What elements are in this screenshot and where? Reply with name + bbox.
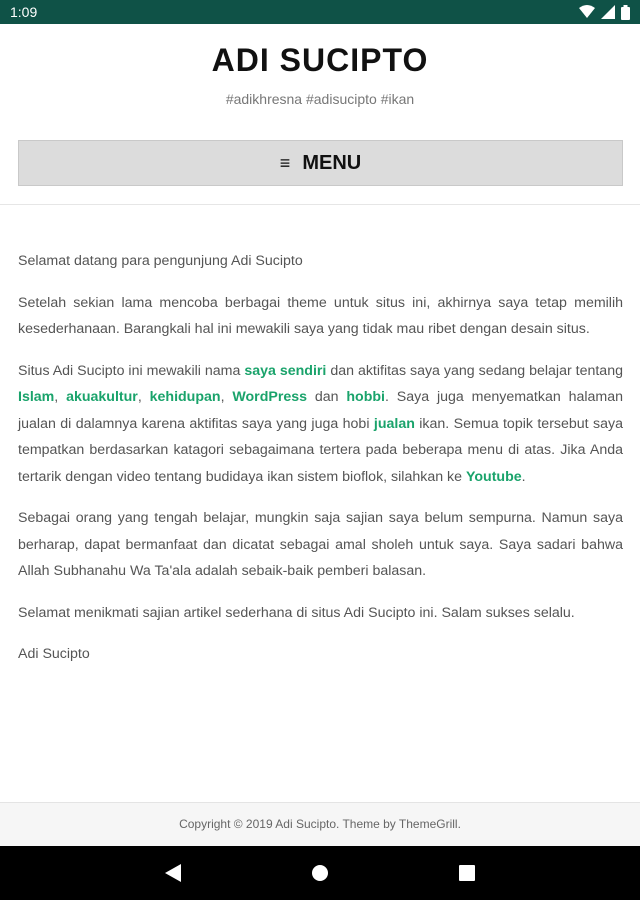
status-bar [0,0,640,24]
greeting-text: Selamat datang para pengunjung Adi Sucipto [18,253,303,269]
p2-text-6: . [521,468,526,485]
wifi-icon [579,5,595,19]
site-title[interactable]: ADI SUCIPTO [211,42,429,78]
battery-icon [621,5,630,20]
home-button[interactable] [300,853,340,893]
home-icon [311,864,329,882]
site-header [0,24,640,107]
signal-icon [601,5,615,19]
p2-text-5: ikan. Semua topik tersebut saya tempatkan berdasarkan katagori sebagaimana tertera pada beberapa menu di atas. Jika Anda tertarik dengan video tentang budidaya ikan sistem bioflok, silahkan ke [18,415,623,485]
back-button[interactable] [153,853,193,893]
paragraph-2 [18,358,623,491]
hamburger-icon: ≡ [279,152,291,173]
paragraph-1: Setelah sekian lama mencoba berbagai theme untuk situs ini, akhirnya saya tetap memilih kesederhanaan. Barangkali hal ini mewakili saya yang tidak mau ribet dengan desain situs. [18,294,623,337]
link-jualan[interactable]: jualan [373,415,415,432]
site-tagline: #adikhresna #adisucipto #ikan [225,91,415,107]
link-saya-sendiri[interactable]: saya sendiri [244,362,327,379]
menu-label: MENU [302,151,362,174]
link-kehidupan[interactable]: kehidupan [149,389,221,405]
link-islam[interactable]: Islam [18,389,55,405]
header-divider [0,204,640,205]
android-nav-bar [0,846,640,900]
link-hobbi[interactable]: hobbi [346,389,385,405]
main-content [18,248,623,683]
paragraph-3: Sebagai orang yang tengah belajar, mungkin saja sajian saya belum sempurna. Namun saya berharap, dapat bermanfaat dan dicatat sebagai amal sholeh untuk saya. Saya sadari bahwa Allah Subhanahu Wa Ta'ala adalah sebaik-baik pemberi balasan. [18,510,623,579]
link-akuakultur[interactable]: akuakultur [66,389,138,405]
menu-toggle-button[interactable] [18,140,623,186]
p2-text-4: . Saya juga menyematkan halaman jualan di dalamnya karena aktifitas saya yang juga hobi [18,389,624,432]
p2-comma-3: , [220,389,233,405]
link-youtube[interactable]: Youtube [465,468,522,485]
link-wordpress[interactable]: WordPress [232,389,308,405]
p2-text-2: dan aktifitas saya yang sedang belajar tentang [326,362,623,379]
back-icon [165,864,181,882]
p2-text-1: Situs Adi Sucipto ini mewakili nama [18,362,245,379]
signature-text: Adi Sucipto [18,646,90,662]
site-footer [0,802,640,846]
p2-comma-2: , [137,389,150,405]
paragraph-4: Selamat menikmati sajian artikel sederhana di situs Adi Sucipto ini. Salam sukses selalu. [18,604,575,621]
p2-comma-1: , [54,389,67,405]
recents-button[interactable] [447,853,487,893]
p2-text-3: dan [307,389,347,405]
copyright-text: Copyright © 2019 Adi Sucipto. Theme by ThemeGrill. [179,817,461,831]
status-icons [579,5,630,20]
recents-icon [459,865,475,881]
status-time: 1:09 [10,4,38,20]
